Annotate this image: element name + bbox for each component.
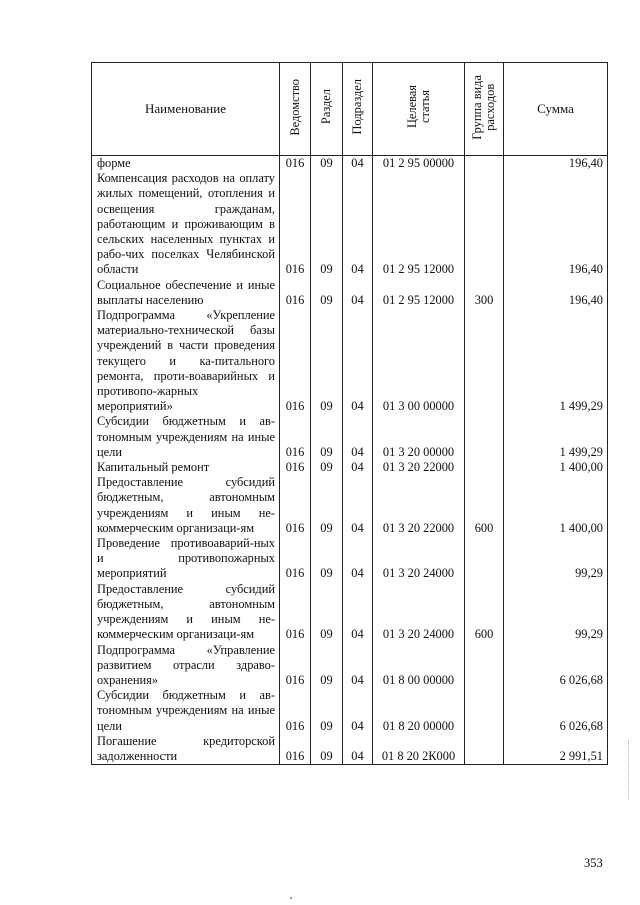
cell-department: 016	[280, 582, 311, 643]
cell-target: 01 8 00 00000	[373, 643, 465, 689]
cell-department: 016	[280, 734, 311, 765]
header-group	[465, 63, 504, 156]
table-row	[92, 582, 608, 643]
table-row	[92, 643, 608, 689]
cell-section: 09	[311, 278, 343, 308]
cell-sum: 196,40	[504, 156, 608, 172]
cell-target: 01 3 20 22000	[373, 475, 465, 536]
cell-section: 09	[311, 308, 343, 414]
cell-subsection: 04	[343, 582, 373, 643]
table-row	[92, 460, 608, 475]
cell-department: 016	[280, 643, 311, 689]
cell-group	[465, 171, 504, 277]
cell-section: 09	[311, 414, 343, 460]
cell-department: 016	[280, 308, 311, 414]
header-section	[311, 63, 343, 156]
cell-target: 01 2 95 00000	[373, 156, 465, 172]
page-number: 353	[584, 856, 603, 870]
scan-dot	[290, 897, 292, 899]
cell-department: 016	[280, 278, 311, 308]
cell-target: 01 3 20 22000	[373, 460, 465, 475]
header-group-line1: Группа вида	[470, 74, 484, 140]
table-header-row	[92, 63, 608, 156]
header-subsection	[343, 63, 373, 156]
header-sum	[504, 63, 608, 156]
header-group-text	[471, 75, 497, 140]
header-sum-text: Сумма	[537, 101, 574, 117]
cell-name: Предоставление субсидий бюджетным, автономным учреждениям и иным не-коммерческим организаци-ям	[92, 582, 280, 643]
cell-sum: 1 400,00	[504, 460, 608, 475]
cell-subsection: 04	[343, 171, 373, 277]
cell-section: 09	[311, 582, 343, 643]
cell-group: 600	[465, 582, 504, 643]
header-name	[92, 63, 280, 156]
cell-name: Субсидии бюджетным и ав-тономным учреждениям на иные цели	[92, 688, 280, 734]
cell-target: 01 8 20 00000	[373, 688, 465, 734]
cell-sum: 6 026,68	[504, 688, 608, 734]
cell-subsection: 04	[343, 734, 373, 765]
cell-department: 016	[280, 475, 311, 536]
cell-name: форме	[92, 156, 280, 172]
budget-page	[91, 62, 607, 765]
cell-subsection: 04	[343, 643, 373, 689]
cell-subsection: 04	[343, 475, 373, 536]
cell-target: 01 2 95 12000	[373, 171, 465, 277]
header-section-text: Раздел	[319, 89, 333, 125]
header-subsection-text: Подраздел	[350, 79, 364, 135]
cell-sum: 6 026,68	[504, 643, 608, 689]
cell-section: 09	[311, 734, 343, 765]
table-row	[92, 475, 608, 536]
header-target	[373, 63, 465, 156]
cell-sum: 1 499,29	[504, 414, 608, 460]
scan-edge-mark	[628, 740, 630, 800]
header-department-text: Ведомство	[287, 78, 302, 136]
cell-target: 01 3 20 24000	[373, 582, 465, 643]
cell-name: Субсидии бюджетным и ав-тономным учреждениям на иные цели	[92, 414, 280, 460]
table-row	[92, 688, 608, 734]
cell-name: Социальное обеспечение и иные выплаты населению	[92, 278, 280, 308]
cell-name: Капитальный ремонт	[92, 460, 280, 475]
cell-name: Проведение противоаварий-ных и противопожарных мероприятий	[92, 536, 280, 582]
cell-group	[465, 460, 504, 475]
cell-group	[465, 688, 504, 734]
cell-name: Подпрограмма «Укрепление материально-технической базы учреждений в части проведения текущего и ка-питального ремонта, проти-воаварийных и противопо-жарных мероприятий»	[92, 308, 280, 414]
cell-department: 016	[280, 460, 311, 475]
cell-name: Подпрограмма «Управление развитием отрасли здраво-охранения»	[92, 643, 280, 689]
cell-department: 016	[280, 171, 311, 277]
cell-target: 01 3 20 00000	[373, 414, 465, 460]
cell-sum: 196,40	[504, 171, 608, 277]
header-target-text	[406, 85, 432, 128]
table-row	[92, 278, 608, 308]
table-row	[92, 156, 608, 172]
cell-section: 09	[311, 475, 343, 536]
cell-section: 09	[311, 536, 343, 582]
cell-sum: 99,29	[504, 582, 608, 643]
budget-table	[91, 62, 608, 765]
cell-subsection: 04	[343, 308, 373, 414]
table-row	[92, 414, 608, 460]
cell-sum: 99,29	[504, 536, 608, 582]
cell-subsection: 04	[343, 278, 373, 308]
cell-sum: 196,40	[504, 278, 608, 308]
cell-group	[465, 536, 504, 582]
table-row	[92, 171, 608, 277]
cell-subsection: 04	[343, 156, 373, 172]
cell-section: 09	[311, 171, 343, 277]
cell-section: 09	[311, 643, 343, 689]
cell-department: 016	[280, 536, 311, 582]
cell-group: 600	[465, 475, 504, 536]
header-target-line2: статья	[417, 90, 432, 124]
cell-section: 09	[311, 156, 343, 172]
cell-group: 300	[465, 278, 504, 308]
cell-sum: 1 499,29	[504, 308, 608, 414]
cell-group	[465, 308, 504, 414]
cell-group	[465, 643, 504, 689]
cell-department: 016	[280, 156, 311, 172]
cell-name: Предоставление субсидий бюджетным, автономным учреждениям и иным не-коммерческим организаци-ям	[92, 475, 280, 536]
table-row	[92, 536, 608, 582]
table-row	[92, 308, 608, 414]
cell-target: 01 3 00 00000	[373, 308, 465, 414]
cell-target: 01 3 20 24000	[373, 536, 465, 582]
header-group-line2: расходов	[483, 83, 497, 131]
cell-name: Погашение кредиторской задолженности	[92, 734, 280, 765]
cell-name: Компенсация расходов на оплату жилых помещений, отопления и освещения гражданам, работающим и проживающим в сельских населенных пунктах и рабо-чих поселках Челябинской области	[92, 171, 280, 277]
header-name-text: Наименование	[145, 101, 226, 117]
cell-section: 09	[311, 460, 343, 475]
header-department	[280, 63, 311, 156]
cell-group	[465, 734, 504, 765]
cell-target: 01 2 95 12000	[373, 278, 465, 308]
cell-section: 09	[311, 688, 343, 734]
cell-subsection: 04	[343, 688, 373, 734]
header-target-line1: Целевая	[404, 85, 419, 129]
cell-target: 01 8 20 2К000	[373, 734, 465, 765]
cell-sum: 1 400,00	[504, 475, 608, 536]
cell-subsection: 04	[343, 414, 373, 460]
cell-group	[465, 414, 504, 460]
table-body	[92, 156, 608, 765]
cell-subsection: 04	[343, 536, 373, 582]
cell-sum: 2 991,51	[504, 734, 608, 765]
table-row	[92, 734, 608, 765]
cell-group	[465, 156, 504, 172]
cell-subsection: 04	[343, 460, 373, 475]
cell-department: 016	[280, 414, 311, 460]
cell-department: 016	[280, 688, 311, 734]
